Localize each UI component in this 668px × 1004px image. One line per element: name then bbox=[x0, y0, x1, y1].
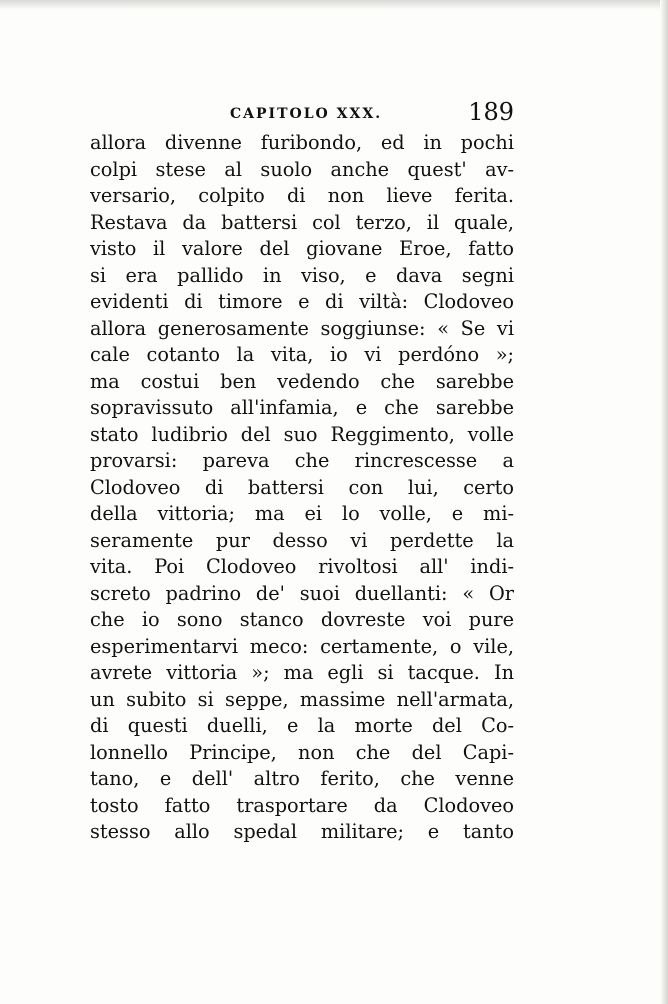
text-line: Restava da battersi col terzo, il quale, bbox=[90, 210, 514, 234]
text-line: della vittoria; ma ei lo volle, e mi- bbox=[90, 502, 514, 525]
text-line: tano, e dell' altro ferito, che venne bbox=[90, 767, 514, 790]
text-line: tosto fatto trasportare da Clodoveo bbox=[90, 793, 514, 817]
text-line: lonnello Principe, non che del Capi- bbox=[90, 740, 514, 764]
text-line: esperimentarvi meco: certamente, o vile, bbox=[90, 634, 514, 658]
text-line: vita. Poi Clodoveo rivoltosi all' indi- bbox=[90, 555, 514, 578]
text-line: screto padrino de' suoi duellanti: « Or bbox=[90, 581, 514, 605]
text-line: visto il valore del giovane Eroe, fatto bbox=[90, 237, 514, 260]
text-line: evidenti di timore e di viltà: Clodoveo bbox=[90, 290, 514, 313]
text-line: che io sono stanco dovreste voi pure bbox=[90, 608, 514, 631]
text-line: seramente pur desso vi perdette la bbox=[90, 528, 514, 552]
running-head: CAPITOLO XXX. bbox=[230, 106, 383, 122]
text-line: versario, colpito di non lieve ferita. bbox=[90, 184, 514, 207]
page-top-edge-shadow bbox=[0, 0, 668, 10]
text-line: un subito si seppe, massime nell'armata, bbox=[90, 687, 514, 711]
text-line: allora generosamente soggiunse: « Se vi bbox=[90, 316, 514, 340]
text-line: stato ludibrio del suo Reggimento, volle bbox=[90, 422, 514, 446]
page-header bbox=[90, 98, 514, 132]
body-text bbox=[90, 130, 514, 846]
text-line: provarsi: pareva che rincrescesse a bbox=[90, 449, 514, 472]
text-line: Clodoveo di battersi con lui, certo bbox=[90, 475, 514, 499]
text-line: colpi stese al suolo anche quest' av- bbox=[90, 157, 514, 181]
page-number: 189 bbox=[468, 98, 514, 126]
text-line: avrete vittoria »; ma egli si tacque. In bbox=[90, 661, 514, 684]
page-right-edge-shadow bbox=[660, 0, 668, 1004]
text-line: allora divenne furibondo, ed in pochi bbox=[90, 131, 514, 154]
text-line: cale cotanto la vita, io vi perdóno »; bbox=[90, 343, 514, 366]
text-line: ma costui ben vedendo che sarebbe bbox=[90, 369, 514, 393]
text-line: sopravissuto all'infamia, e che sarebbe bbox=[90, 396, 514, 419]
text-line: stesso allo spedal militare; e tanto bbox=[90, 820, 514, 843]
text-line: si era pallido in viso, e dava segni bbox=[90, 263, 514, 287]
text-line: di questi duelli, e la morte del Co- bbox=[90, 714, 514, 737]
